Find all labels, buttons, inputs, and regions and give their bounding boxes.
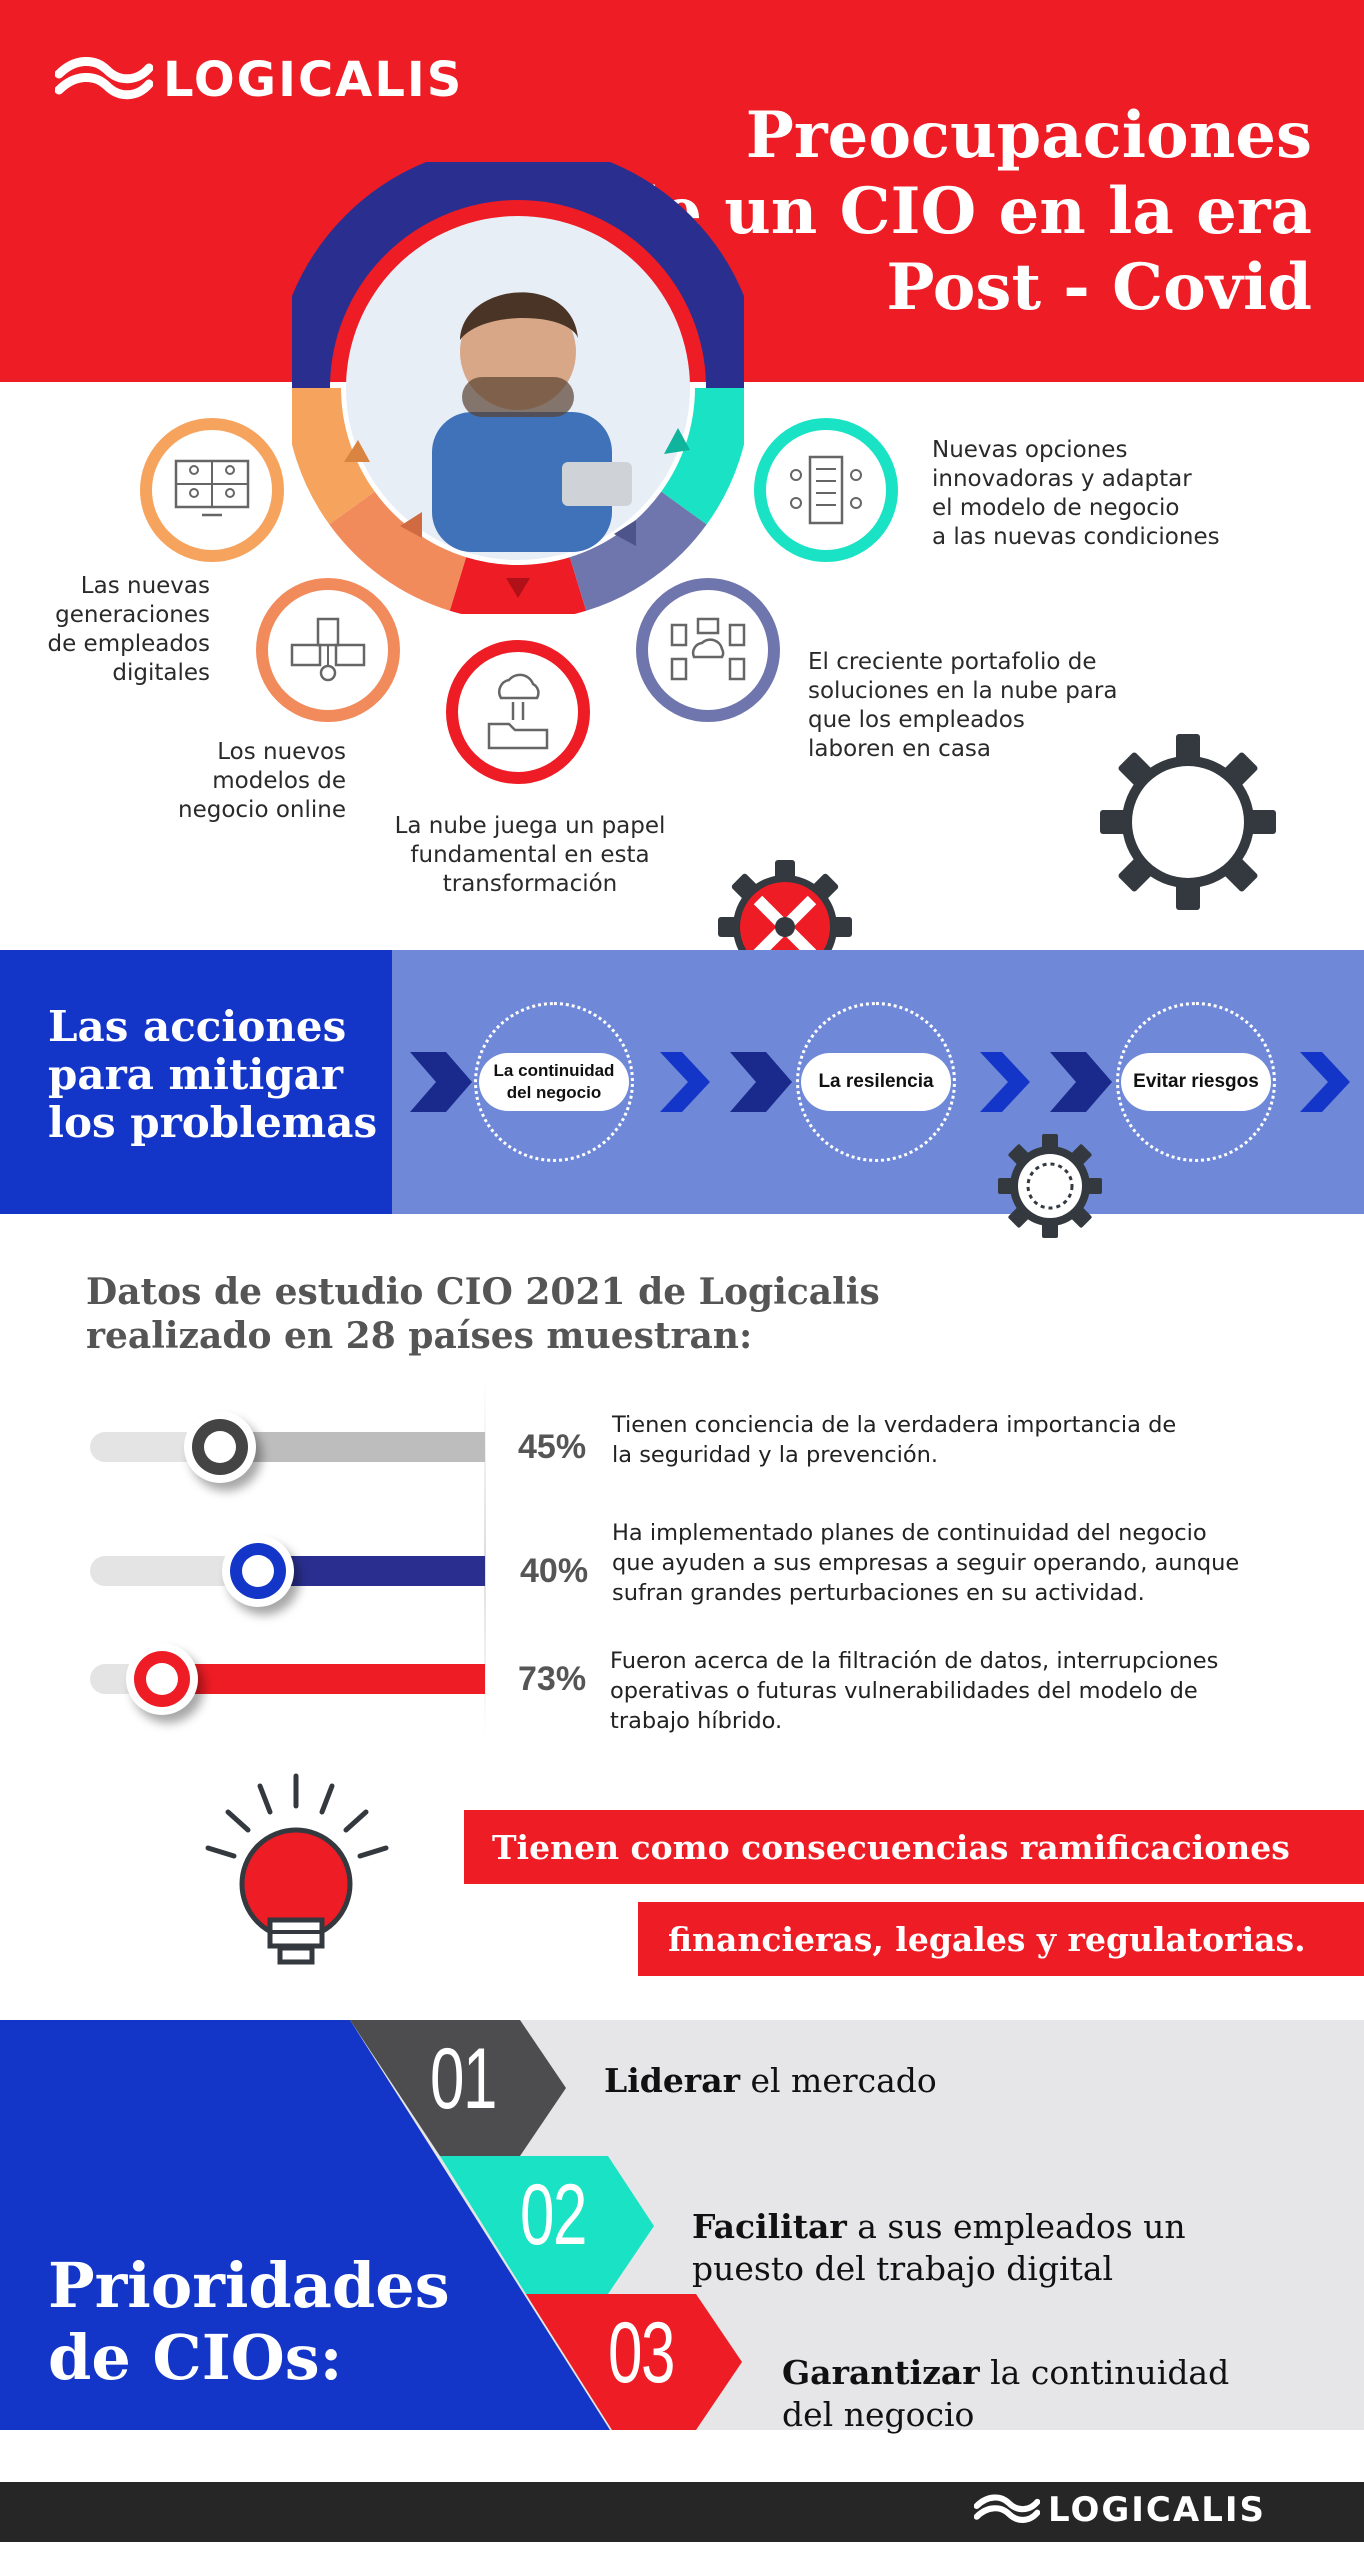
stat-3-knob — [126, 1643, 198, 1715]
priority-1-number: 01 — [430, 2031, 497, 2127]
stat-3-percent: 73% — [518, 1660, 587, 1698]
action-step-continuity — [474, 1002, 634, 1162]
stat-3-text: Fueron acerca de la filtración de datos, interrupciones operativas o futuras vulnerabilidades del modelo de trabajo híbrido. — [610, 1648, 1219, 1734]
gear-large-icon — [1098, 732, 1278, 912]
cloud-folder-icon — [483, 672, 553, 752]
stat-2-text: Ha implementado planes de continuidad del negocio que ayuden a sus empresas a seguir operando, aunque sufran grandes perturbaciones en su actividad. — [612, 1520, 1240, 1606]
concern-4-text: El creciente portafolio de soluciones en la nube para que los empleados laboren en casa — [808, 649, 1118, 762]
action-step-label: Evitar riesgos — [1121, 1053, 1271, 1111]
consequences-line-1-text: Tienen como consecuencias ramificaciones — [492, 1827, 1290, 1867]
action-step-label: La continuidad del negocio — [479, 1053, 629, 1111]
priorities-title: Prioridades de CIOs: — [48, 2249, 450, 2394]
concern-1-circle — [140, 418, 284, 562]
priority-2-rest: a sus empleados un puesto del trabajo digital — [692, 2207, 1186, 2288]
stat-1-percent: 45% — [518, 1428, 587, 1466]
logo-text: LOGICALIS — [163, 52, 464, 108]
action-step-resilience — [796, 1002, 956, 1162]
concern-4-circle — [636, 578, 780, 722]
logo-wave-icon — [974, 2493, 1040, 2527]
concerns-ring — [292, 162, 744, 614]
concern-2-text: Los nuevos modelos de negocio online — [178, 739, 346, 823]
priority-1-text — [604, 2060, 937, 2102]
business-model-icon — [786, 453, 866, 527]
stat-3-fill — [172, 1664, 485, 1694]
concern-1-text: Las nuevas generaciones de empleados digitales — [47, 573, 210, 686]
concern-5-circle — [754, 418, 898, 562]
concern-2-circle — [256, 578, 400, 722]
ring-segment-teal — [684, 388, 723, 508]
consequences-line-2 — [638, 1902, 1364, 1976]
concern-5-text: Nuevas opciones innovadoras y adaptar el modelo de negocio a las nuevas condiciones — [932, 437, 1220, 550]
cloud-portfolio-icon — [668, 615, 748, 685]
study-title: Datos de estudio CIO 2021 de Logicalis realizado en 28 países muestran: — [86, 1271, 880, 1357]
logo — [55, 52, 463, 108]
footer-logo-text: LOGICALIS — [1048, 2490, 1266, 2530]
gear-small-icon — [996, 1132, 1104, 1240]
footer-logo — [974, 2490, 1266, 2530]
online-business-icon — [288, 615, 368, 685]
priority-3-bold: Garantizar — [782, 2353, 980, 2392]
priority-3-rest: la continuidad del negocio — [782, 2353, 1230, 2434]
priority-2-text — [692, 2164, 1186, 2290]
concern-3-text: La nube juega un papel fundamental en esta transformación — [394, 813, 666, 897]
ring-segment-orange — [313, 388, 352, 508]
priority-3-text — [782, 2310, 1229, 2436]
priority-3-number: 03 — [608, 2305, 675, 2401]
lightbulb-icon — [200, 1772, 400, 1978]
consequences-line-1 — [464, 1810, 1364, 1884]
priority-1-rest: el mercado — [739, 2061, 937, 2100]
page-title: Preocupaciones de un CIO en la era Post - Covid — [616, 98, 1312, 325]
action-step-risks — [1116, 1002, 1276, 1162]
stat-2-knob — [222, 1535, 294, 1607]
consequences-line-2-text: financieras, legales y regulatorias. — [668, 1919, 1306, 1959]
video-conference-icon — [172, 455, 252, 525]
concern-3-circle — [446, 640, 590, 784]
stat-2-percent: 40% — [520, 1552, 589, 1590]
action-step-label: La resilencia — [801, 1053, 951, 1111]
logo-wave-icon — [55, 56, 153, 104]
stat-1-fill — [220, 1432, 485, 1462]
stat-1-knob — [184, 1411, 256, 1483]
priority-2-number: 02 — [520, 2167, 587, 2263]
priority-1-bold: Liderar — [604, 2061, 740, 2100]
actions-title: Las acciones para mitigar los problemas — [48, 1002, 378, 1147]
stat-1-text: Tienen conciencia de la verdadera importancia de la seguridad y la prevención. — [612, 1412, 1177, 1468]
priority-2-bold: Facilitar — [692, 2207, 847, 2246]
